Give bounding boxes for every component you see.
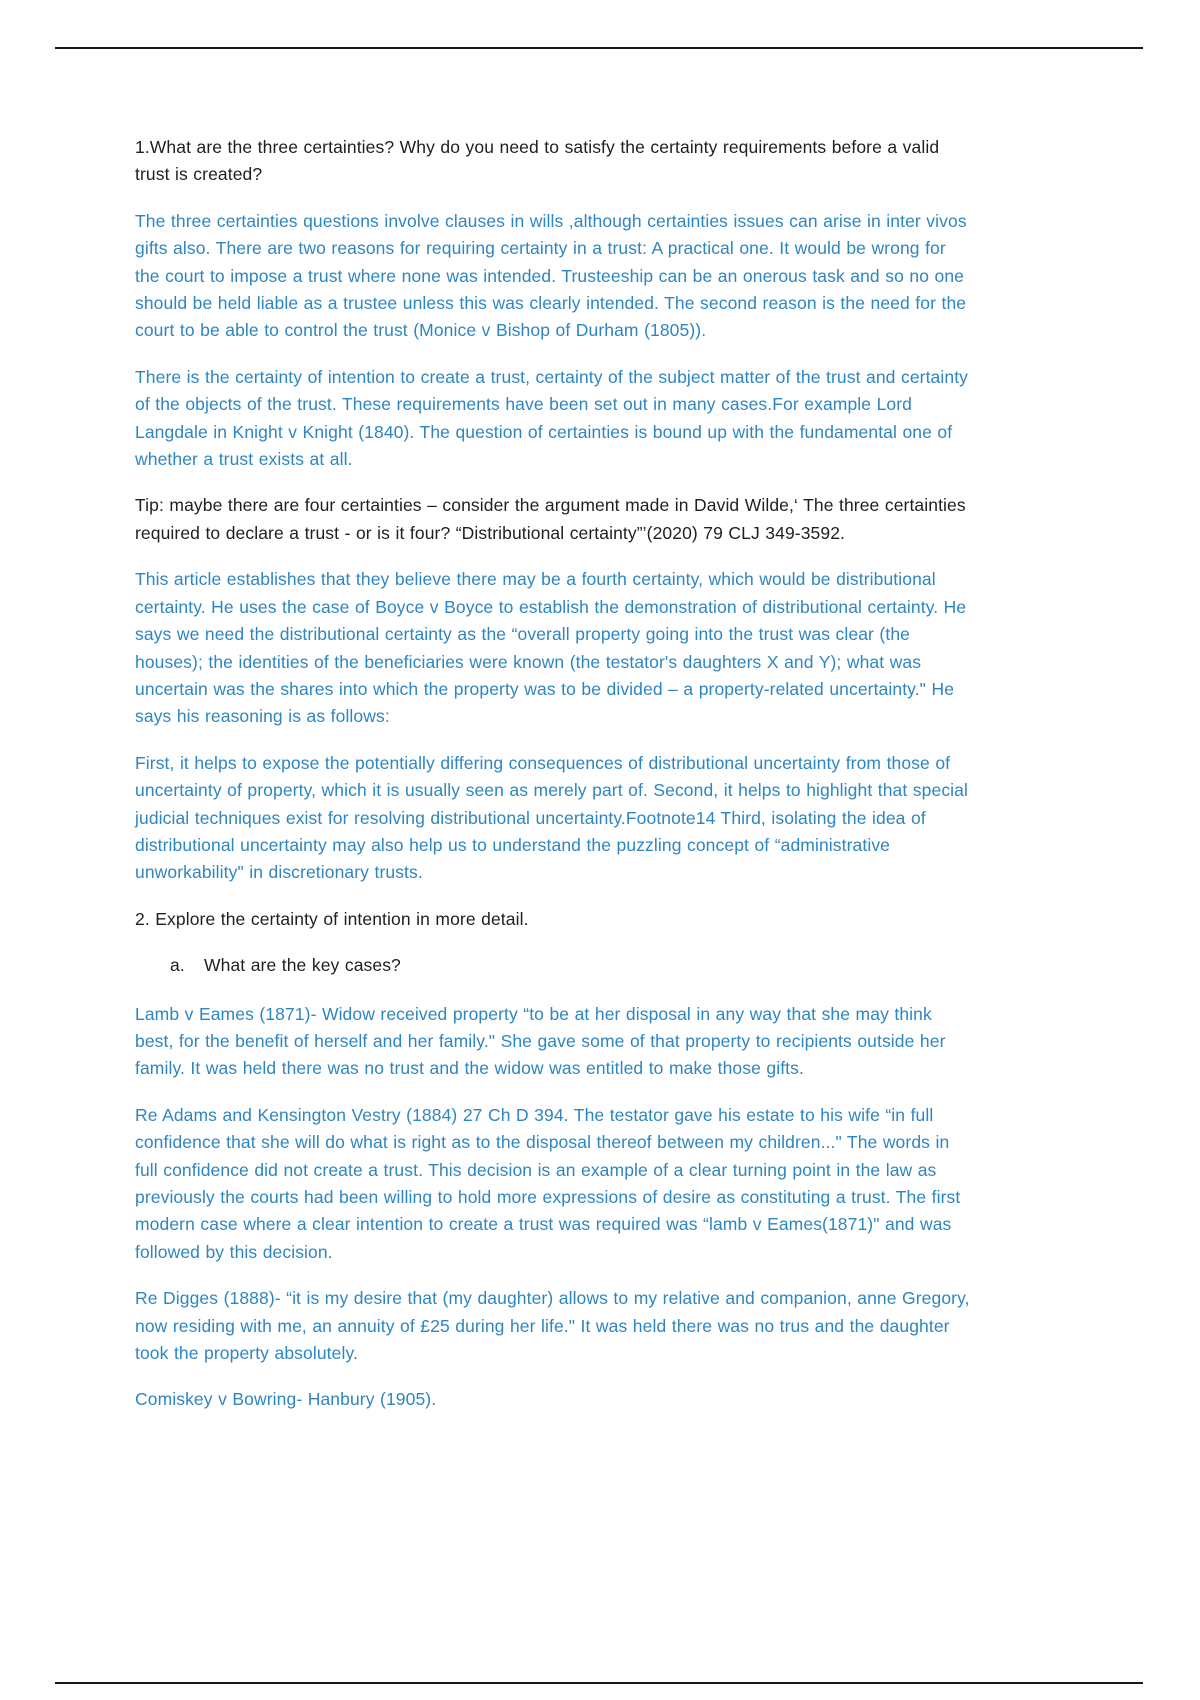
- top-rule: [55, 47, 1143, 49]
- document-content: [135, 134, 970, 1433]
- para-lamb-v-eames: Lamb v Eames (1871)- Widow received property “to be at her disposal in any way that she may think best, for the benefit of herself and her family." She gave some of that property to recipients outside her family. It was held there was no trust and the widow was entitled to make those gifts.: [135, 1003, 946, 1079]
- para-three-certainties-intro: The three certainties questions involve clauses in wills ,although certainties issues can arise in inter vivos gifts also. There are two reasons for requiring certainty in a trust: A practical one. It would be wrong for the court to impose a trust where none was intended. Trusteeship can be an onerous task and so no one should be held liable as a trustee unless this was clearly intended. The second reason is the need for the court to be able to control the trust (Monice v Bishop of Durham (1805)).: [135, 210, 967, 341]
- bottom-rule: [55, 1682, 1143, 1684]
- para-comiskey: Comiskey v Bowring- Hanbury (1905).: [135, 1389, 437, 1410]
- para-re-digges: Re Digges (1888)- “it is my desire that (my daughter) allows to my relative and companion, anne Gregory, now residing with me, an annuity of £25 during her life." It was held there was no trus and the daughter took the property absolutely.: [135, 1288, 970, 1364]
- para-tip-four-certainties: Tip: maybe there are four certainties – consider the argument made in David Wilde,‘ The three certainties required to declare a trust - or is it four? “Distributional certainty”’(2020) 79 CLJ 349-3592.: [135, 495, 966, 543]
- para-article-distributional: This article establishes that they believe there may be a fourth certainty, which would be distributional certainty. He uses the case of Boyce v Boyce to establish the demonstration of distributional certainty. He says we need the distributional certainty as the “overall property going into the trust was clear (the houses); the identities of the beneficiaries were known (the testator's daughters X and Y); what was uncertain was the shares into which the property was to be divided – a property-related uncertainty." He says his reasoning is as follows:: [135, 569, 967, 727]
- question-2-heading: 2. Explore the certainty of intention in more detail.: [135, 908, 529, 929]
- list-marker: a.: [170, 955, 185, 976]
- question-1-heading: 1.What are the three certainties? Why do you need to satisfy the certainty requirements before a valid trust is created?: [135, 137, 940, 185]
- para-certainty-types: There is the certainty of intention to create a trust, certainty of the subject matter of the trust and certainty of the objects of the trust. These requirements have been set out in many cases.For example Lord Langdale in Knight v Knight (1840). The question of certainties is bound up with the fundamental one of whether a trust exists at all.: [135, 366, 969, 470]
- para-re-adams: Re Adams and Kensington Vestry (1884) 27 Ch D 394. The testator gave his estate to his wife “in full confidence that she will do what is right as to the disposal thereof between my children..." The words in full confidence did not create a trust. This decision is an example of a clear turning point in the law as previously the courts had been willing to hold more expressions of desire as constituting a trust. The first modern case where a clear intention to create a trust was required was “lamb v Eames(1871)" and was followed by this decision.: [135, 1104, 961, 1262]
- list-item-text: What are the key cases?: [204, 955, 401, 976]
- para-reasoning: First, it helps to expose the potentially differing consequences of distributional uncertainty from those of uncertainty of property, which it is usually seen as merely part of. Second, it helps to highlight that special judicial techniques exist for resolving distributional uncertainty.Footnote14 Third, isolating the idea of distributional uncertainty may also help us to understand the puzzling concept of “administrative unworkability" in discretionary trusts.: [135, 752, 968, 883]
- list-item-a: [170, 952, 970, 979]
